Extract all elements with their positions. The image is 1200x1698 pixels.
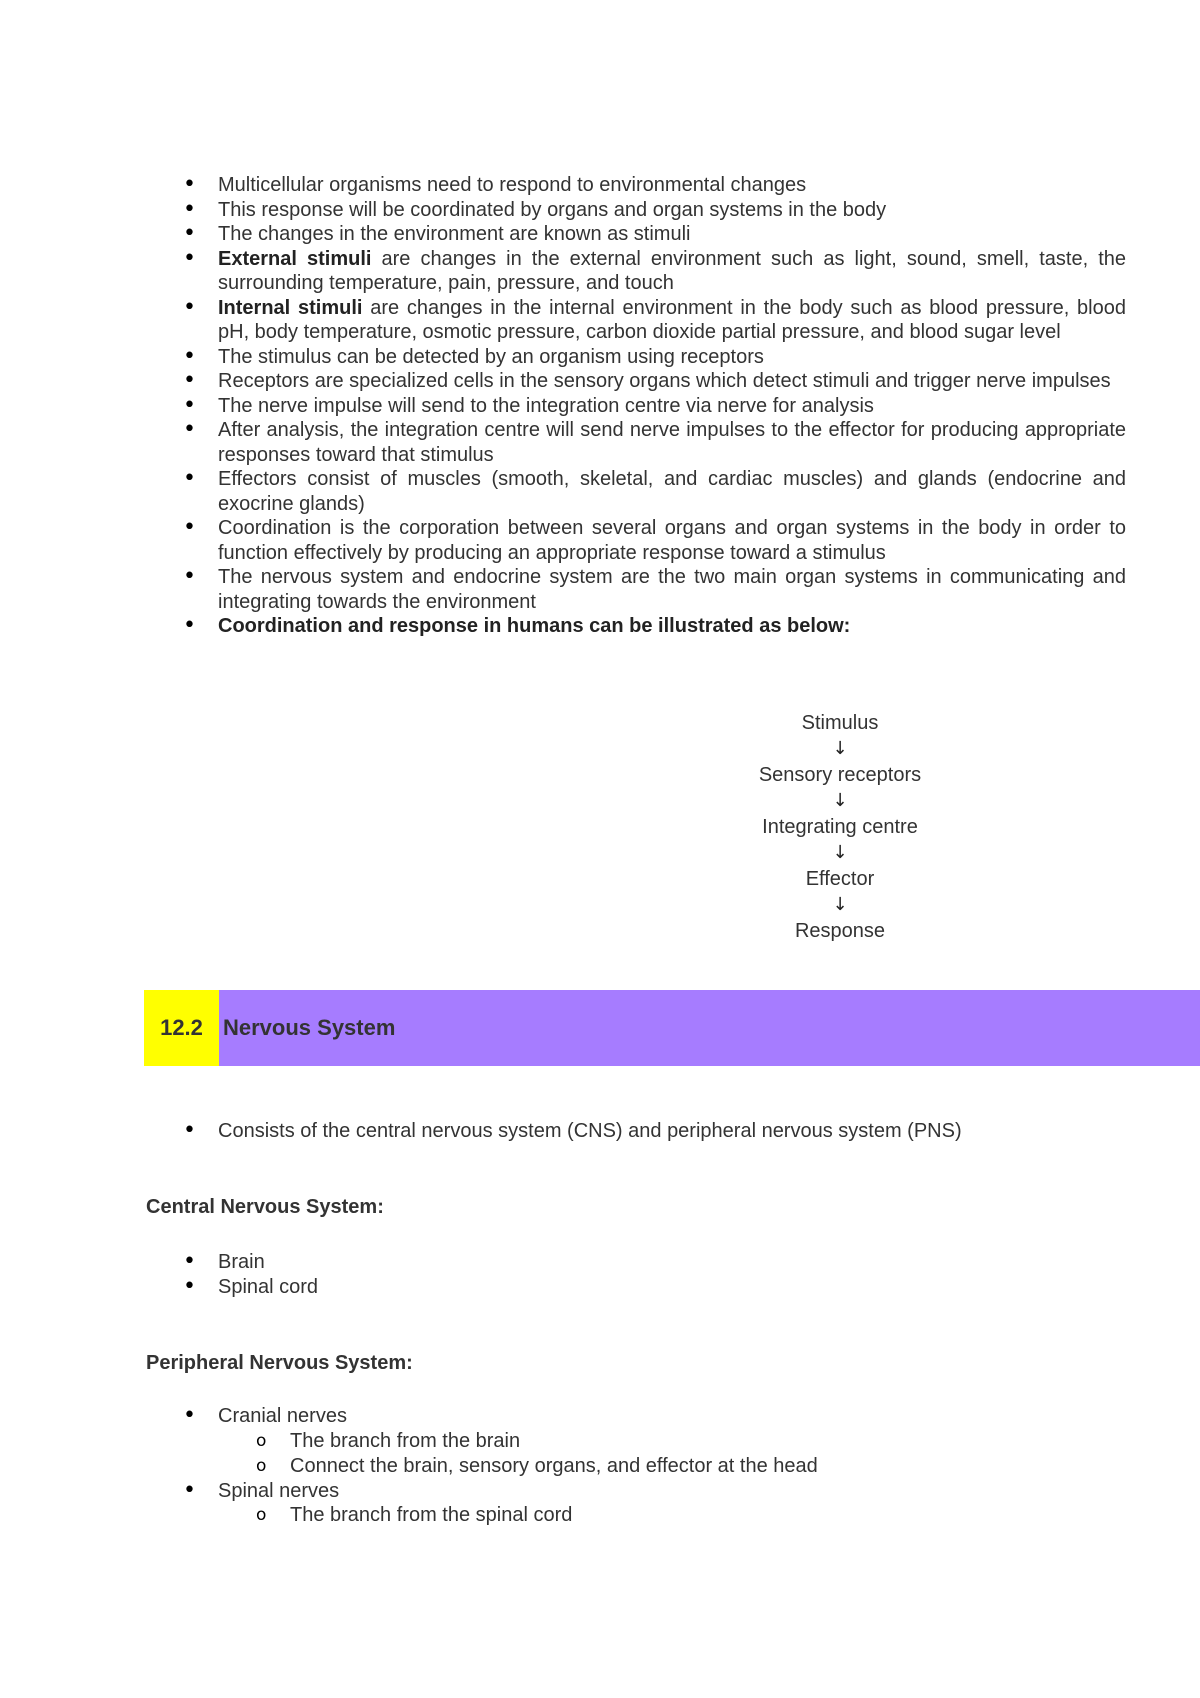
list-item xyxy=(146,1479,1126,1529)
down-arrow-icon: ↓ xyxy=(832,842,848,863)
list-item: o The branch from the brain xyxy=(146,1429,1126,1454)
spinal-nerves-sublist xyxy=(218,1503,1126,1528)
section-number: 12.2 xyxy=(144,990,219,1066)
keyword-external-stimuli: External stimuli xyxy=(218,247,372,270)
down-arrow-icon: ↓ xyxy=(832,738,848,759)
section-header xyxy=(144,990,1200,1066)
flow-step-integrating-centre: Integrating centre xyxy=(762,816,918,838)
list-item: • The changes in the environment are known as stimuli xyxy=(146,222,1126,247)
list-item: • The nervous system and endocrine system are the two main organ systems in communicating and integrating towards the environment xyxy=(146,565,1126,614)
illustration-caption: Coordination and response in humans can be illustrated as below: xyxy=(218,615,851,637)
list-item: • Spinal cord xyxy=(146,1275,1126,1300)
down-arrow-icon: ↓ xyxy=(832,790,848,811)
list-item: o Connect the brain, sensory organs, and effector at the head xyxy=(146,1454,1126,1479)
flow-step-effector: Effector xyxy=(805,868,875,890)
list-item: • External stimuli are changes in the external environment such as light, sound, smell, taste, the surrounding temperature, pain, pressure, and touch xyxy=(146,247,1126,296)
list-item: • Multicellular organisms need to respond to environmental changes xyxy=(146,173,1126,198)
flow-step-sensory-receptors: Sensory receptors xyxy=(758,764,922,786)
list-item: • This response will be coordinated by organs and organ systems in the body xyxy=(146,198,1126,223)
nervous-system-bullet-list xyxy=(146,1119,1126,1144)
pns-heading: Peripheral Nervous System: xyxy=(146,1352,413,1374)
cns-heading: Central Nervous System: xyxy=(146,1196,384,1218)
list-item xyxy=(146,614,1126,639)
list-item: • Consists of the central nervous system (CNS) and peripheral nervous system (PNS) xyxy=(146,1119,1126,1144)
list-item: • The nerve impulse will send to the integration centre via nerve for analysis xyxy=(146,394,1126,419)
list-item: • The stimulus can be detected by an organism using receptors xyxy=(146,345,1126,370)
list-item: • Brain xyxy=(146,1250,1126,1275)
pns-bullet-list xyxy=(146,1404,1126,1528)
section-title: Nervous System xyxy=(219,990,1200,1066)
down-arrow-icon: ↓ xyxy=(832,894,848,915)
intro-bullet-list xyxy=(146,173,1126,639)
list-item: • Effectors consist of muscles (smooth, skeletal, and cardiac muscles) and glands (endocrine and exocrine glands) xyxy=(146,467,1126,516)
cns-bullet-list xyxy=(146,1250,1126,1299)
list-item: • Coordination is the corporation between several organs and organ systems in the body in order to function effectively by producing an appropriate response toward a stimulus xyxy=(146,516,1126,565)
cranial-nerves-sublist xyxy=(218,1429,1126,1479)
coordination-flow-diagram xyxy=(720,710,960,944)
keyword-internal-stimuli: Internal stimuli xyxy=(218,296,363,319)
list-item: • Internal stimuli are changes in the internal environment in the body such as blood pressure, blood pH, body temperature, osmotic pressure, carbon dioxide partial pressure, and blood sugar level xyxy=(146,296,1126,345)
list-item xyxy=(146,1404,1126,1479)
list-item: • After analysis, the integration centre will send nerve impulses to the effector for producing appropriate responses toward that stimulus xyxy=(146,418,1126,467)
list-item: • Receptors are specialized cells in the sensory organs which detect stimuli and trigger nerve impulses xyxy=(146,369,1126,394)
flow-step-stimulus: Stimulus xyxy=(801,712,879,734)
list-item: o The branch from the spinal cord xyxy=(146,1503,1126,1528)
cranial-nerves-label: Cranial nerves xyxy=(218,1405,347,1427)
flow-step-response: Response xyxy=(794,920,886,942)
spinal-nerves-label: Spinal nerves xyxy=(218,1479,340,1502)
